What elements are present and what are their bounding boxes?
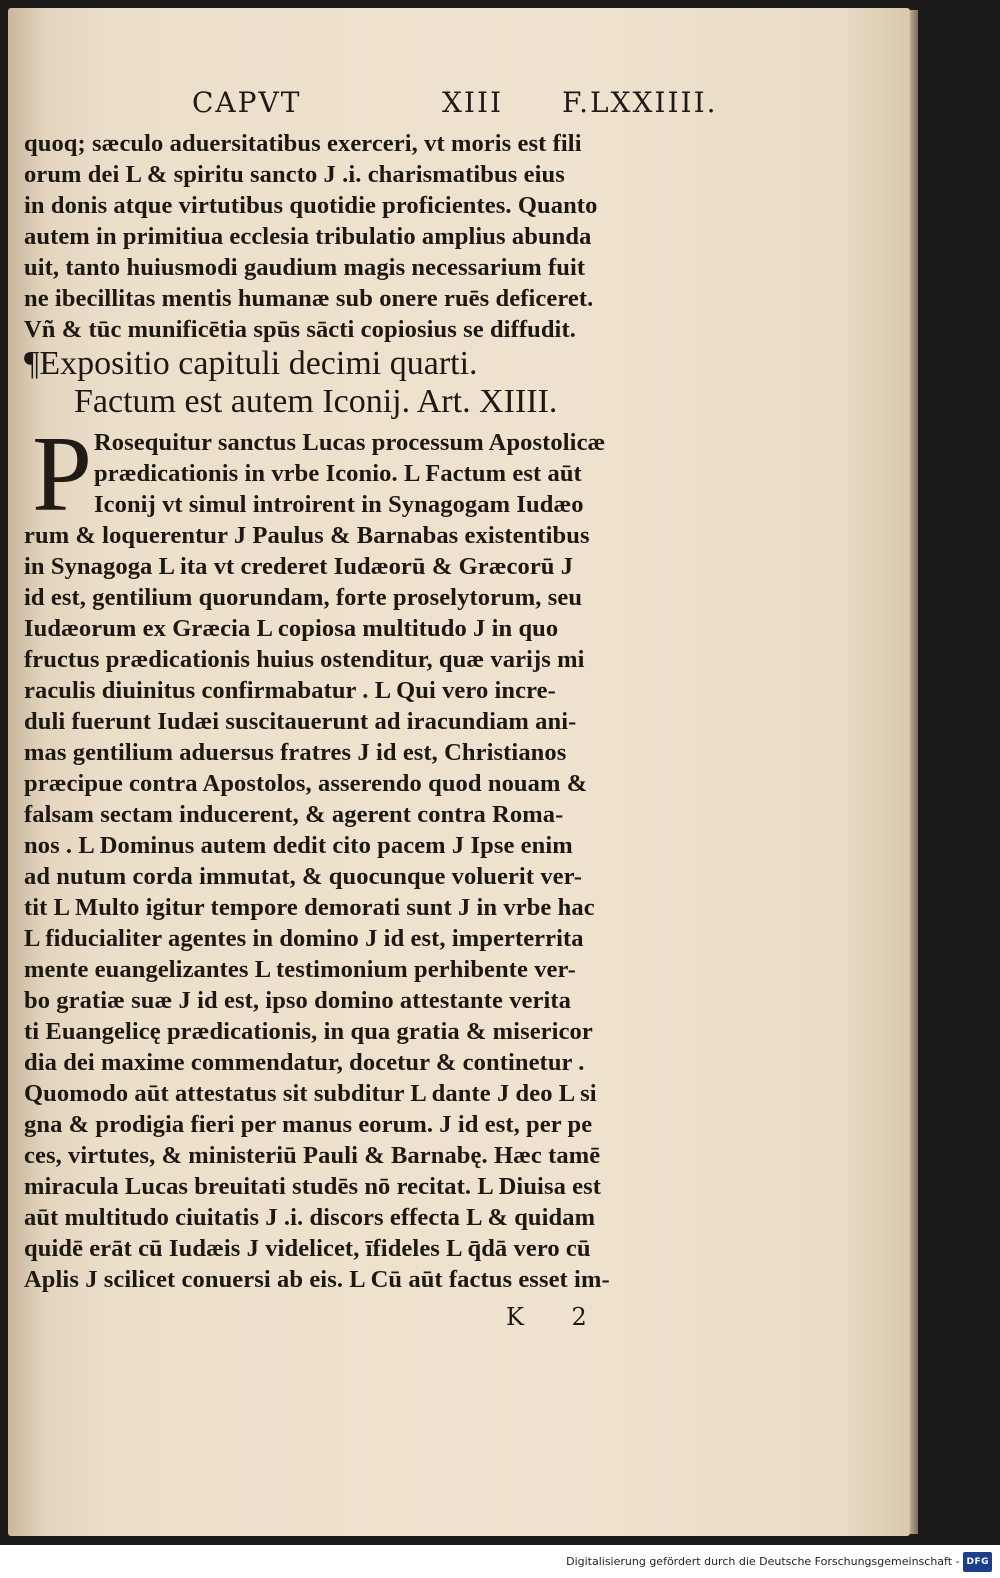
text-line: Quomodo aūt attestatus sit subditur L dante J deo L si bbox=[24, 1080, 597, 1107]
running-head-caput: CAPVT bbox=[192, 86, 302, 119]
text-line: fructus prædicationis huius ostenditur, quæ varijs mi bbox=[24, 646, 585, 673]
text-line: id est, gentilium quorundam, forte proselytorum, seu bbox=[24, 584, 583, 611]
text-line: rum & loquerentur J Paulus & Barnabas existentibus bbox=[24, 522, 590, 549]
text-line: prædicationis in vrbe Iconio. L Factum est aūt bbox=[94, 460, 582, 487]
dfg-logo: DFG bbox=[963, 1552, 992, 1572]
text-line: dia dei maxime commendatur, docetur & continetur . bbox=[24, 1049, 585, 1076]
text-line: ad nutum corda immutat, & quocunque voluerit ver- bbox=[24, 863, 582, 890]
text-line: Iudæorum ex Græcia L copiosa multitudo J in quo bbox=[24, 615, 559, 642]
text-line: ces, virtutes, & ministeriū Pauli & Barnabę. Hæc tamē bbox=[24, 1142, 601, 1169]
text-line: ne ibecillitas mentis humanæ sub onere ruēs deficeret. bbox=[24, 285, 594, 312]
text-line: Aplis J scilicet conuersi ab eis. L Cū aūt factus esset im- bbox=[24, 1266, 610, 1293]
text-line: præcipue contra Apostolos, asserendo quod nouam & bbox=[24, 770, 588, 797]
text-line: L fiducialiter agentes in domino J id est, imperterrita bbox=[24, 925, 584, 952]
text-line: nos . L Dominus autem dedit cito pacem J Ipse enim bbox=[24, 832, 573, 859]
text-line: in Synagoga L ita vt crederet Iudæorū & Græcorū J bbox=[24, 553, 574, 580]
signature-mark: K 2 bbox=[506, 1303, 607, 1331]
funding-footer bbox=[566, 1553, 992, 1571]
text-line: tit L Multo igitur tempore demorati sunt J in vrbe hac bbox=[24, 894, 595, 921]
text-block-top bbox=[24, 128, 704, 345]
text-line: autem in primitiua ecclesia tribulatio amplius abunda bbox=[24, 223, 592, 250]
page-text bbox=[24, 128, 704, 1295]
text-line: mas gentilium aduersus fratres J id est, Christianos bbox=[24, 739, 567, 766]
drop-initial: P bbox=[32, 415, 93, 534]
text-line: raculis diuinitus confirmabatur . L Qui vero incre- bbox=[24, 677, 556, 704]
text-line: Iconij vt simul introirent in Synagogam Iudæo bbox=[94, 491, 584, 518]
text-line: miracula Lucas breuitati studēs nō recitat. L Diuisa est bbox=[24, 1173, 602, 1200]
text-line: quidē erāt cū Iudæis J videlicet, īfideles L q̄dā vero cū bbox=[24, 1235, 591, 1262]
running-head-chapter: XIII bbox=[442, 86, 504, 119]
text-line: gna & prodigia fieri per manus eorum. J id est, per pe bbox=[24, 1111, 593, 1138]
text-line: uit, tanto huiusmodi gaudium magis necessarium fuit bbox=[24, 254, 586, 281]
funding-footer-text: Digitalisierung gefördert durch die Deutsche Forschungsgemeinschaft - bbox=[566, 1555, 960, 1568]
text-line: orum dei L & spiritu sancto J .i. charismatibus eius bbox=[24, 161, 565, 188]
text-line: ti Euangelicę prædicationis, in qua gratia & misericor bbox=[24, 1018, 593, 1045]
text-line: duli fuerunt Iudæi suscitauerunt ad iracundiam ani- bbox=[24, 708, 577, 735]
text-line: mente euangelizantes L testimonium perhibente ver- bbox=[24, 956, 576, 983]
running-head bbox=[0, 86, 1000, 130]
text-line: Vñ & tūc munificētia spūs sācti copiosius se diffudit. bbox=[24, 316, 576, 343]
text-line: Rosequitur sanctus Lucas processum Apostolicæ bbox=[94, 429, 606, 456]
section-heading: ¶Expositio capituli decimi quarti. bbox=[24, 345, 478, 382]
text-line: quoq; sæculo aduersitatibus exerceri, vt moris est fili bbox=[24, 130, 582, 157]
text-line: aūt multitudo ciuitatis J .i. discors effecta L & quidam bbox=[24, 1204, 596, 1231]
text-line: bo gratiæ suæ J id est, ipso domino attestante verita bbox=[24, 987, 572, 1014]
page-edge bbox=[910, 10, 918, 1534]
text-line: falsam sectam inducerent, & agerent contra Roma- bbox=[24, 801, 564, 828]
text-line: in donis atque virtutibus quotidie proficientes. Quanto bbox=[24, 192, 598, 219]
running-head-folio: F.LXXIIII. bbox=[562, 86, 718, 119]
text-block-body bbox=[24, 415, 704, 1295]
section-subheading: Factum est autem Iconij. Art. XIIII. bbox=[74, 383, 558, 420]
